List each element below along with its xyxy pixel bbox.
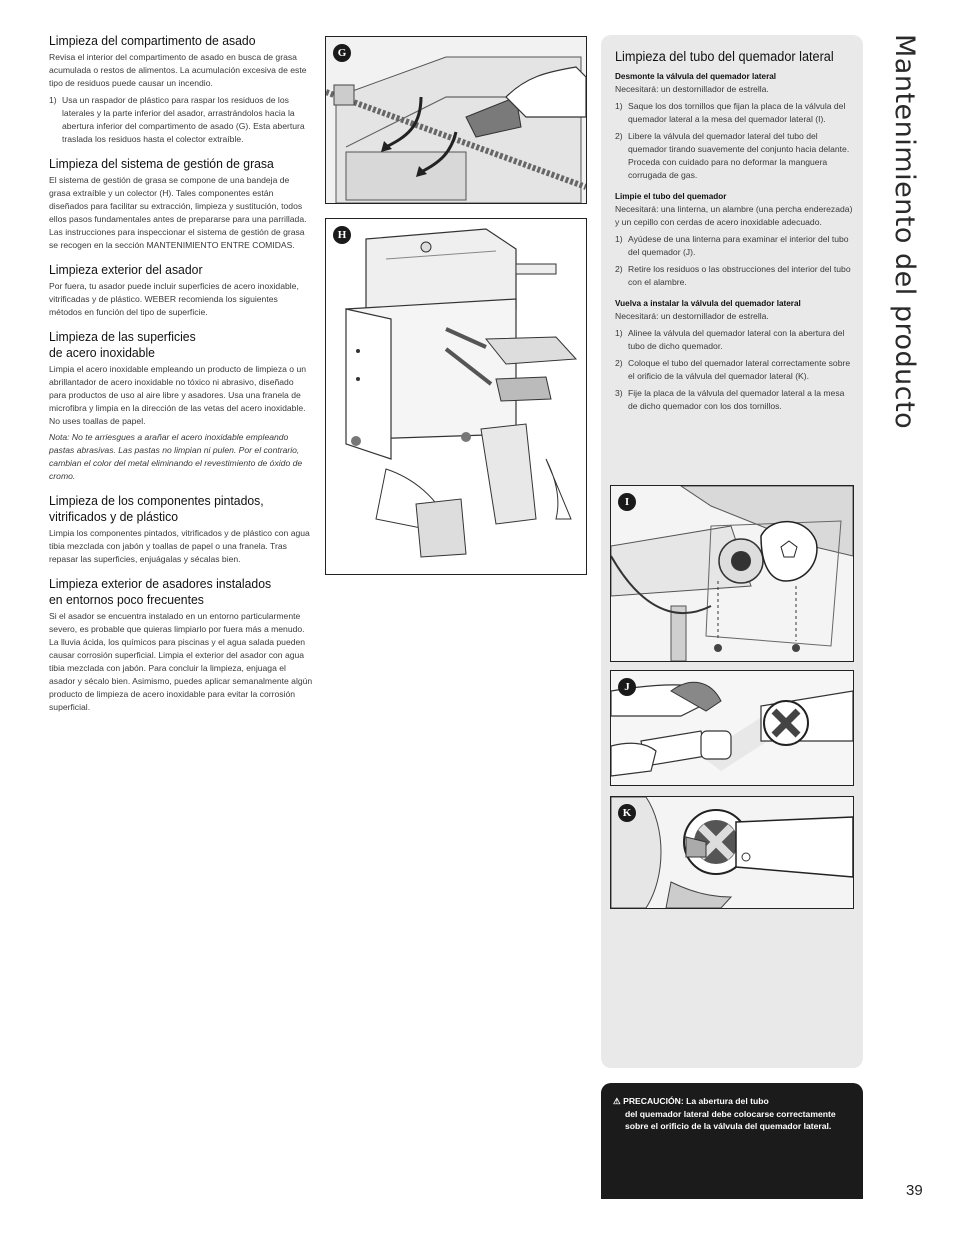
paragraph: Limpia los componentes pintados, vitrificados y de plástico con agua tibia mezclada con jabón y toallas de papel o una franela. Tras repasar las superficies, enjuágalas y sécalas bien. (49, 528, 310, 564)
section-exterior (49, 262, 313, 319)
flashlight-inspection-illustration (611, 671, 853, 785)
figure-label: H (333, 226, 351, 244)
step-number: 1) (615, 234, 623, 244)
step-number: 1) (615, 101, 623, 111)
paragraph: Revisa el interior del compartimento de asado en busca de grasa acumulada o restos de alimentos. La acumulación excesiva de este tipo de residuos puede causar un incendio. (49, 52, 307, 88)
panel-heading: Limpieza del tubo del quemador lateral (615, 49, 834, 64)
heading-line-2: vitrificados y de plástico (49, 509, 179, 524)
figure-label: G (333, 44, 351, 62)
subheading-clean-tube: Limpie el tubo del quemador (615, 192, 727, 201)
section-grill-compartment (49, 33, 313, 146)
paragraph: Limpia el acero inoxidable empleando un producto de limpieza o un abrillantador de acero inoxidable no tóxico ni abrasivo, diseñado para productos de uso al aire libre y asadores. Usa una franela de microfibra y limpia en la dirección de las vetas del acero inoxidable. No uses toallas de papel. (49, 364, 307, 426)
tools-needed: Necesitará: una linterna, un alambre (una percha enderezada) y un cepillo con cerdas de acero inoxidable adecuado. (615, 204, 853, 227)
step-number: 2) (615, 358, 623, 368)
grease-tray-illustration (326, 219, 586, 574)
subheading-remove-valve: Desmonte la válvula del quemador lateral (615, 72, 777, 81)
note: Nota: No te arriesgues a arañar el acero inoxidable empleando pastas abrasivas. Las pastas no limpian ni pulen. Por el contrario, cambian el color del metal eliminando el revestimiento de óxido de cromo. (49, 432, 303, 481)
subheading-reinstall-valve: Vuelva a instalar la válvula del quemador lateral (615, 299, 801, 308)
step-number: 1) (615, 328, 623, 338)
caution-body: del quemador lateral debe colocarse correctamente sobre el orificio de la válvula del quemador lateral. (625, 1108, 836, 1131)
section-painted (49, 493, 313, 566)
caution-text (613, 1095, 849, 1133)
left-column (49, 33, 313, 724)
step (615, 387, 855, 413)
step-text: Alinee la válvula del quemador lateral con la abertura del tubo de dicho quemador. (628, 328, 845, 351)
step-number: 2) (615, 131, 623, 141)
step (615, 100, 855, 126)
paragraph: El sistema de gestión de grasa se compone de una bandeja de grasa extraíble y un colector (H). Tales componentes están diseñados para facilitar su extracción, limpieza y sustitución, todos ellos pasos fundamentales antes de prepararse para una parrillada. Las instrucciones para inspeccionar el sistema de gestión de grasa se recogen en la sección MANTENIMIENTO ENTRE COMIDAS. (49, 175, 307, 250)
step-text: Usa un raspador de plástico para raspar los residuos de los laterales y la parte inferior del asador, arrastrándolos hacia la abertura inferior del compartimento de asado (G). Esta abertura traslada los residuos hasta el colector extraíble. (62, 95, 305, 144)
heading: Limpieza del sistema de gestión de grasa (49, 156, 274, 171)
heading: Limpieza del compartimento de asado (49, 33, 256, 48)
valve-reinstall-illustration (611, 797, 853, 908)
section-unusual-environments (49, 576, 313, 714)
step (615, 233, 855, 259)
section-title-vertical (880, 34, 930, 434)
figure-j (610, 670, 854, 786)
caution-heading: ⚠ PRECAUCIÓN: La abertura del tubo (613, 1096, 769, 1106)
valve-screws-illustration (611, 486, 853, 661)
heading: Limpieza exterior del asador (49, 262, 203, 277)
section-grease-management (49, 156, 313, 252)
step-text: Coloque el tubo del quemador lateral correctamente sobre el orificio de la válvula del quemador lateral (K). (628, 358, 851, 381)
heading-line-1: Limpieza de las superficies (49, 329, 196, 344)
tools-needed: Necesitará: un destornillador de estrella. (615, 84, 769, 94)
heading-line-2: en entornos poco frecuentes (49, 592, 204, 607)
section-stainless (49, 329, 313, 483)
step-text: Libere la válvula del quemador lateral del tubo del quemador tirando suavemente del conjunto hacia delante. Proceda con cuidado para no deformar la manguera corrugada de gas. (628, 131, 850, 180)
step (49, 94, 313, 146)
section-title: Mantenimiento del producto (889, 34, 920, 430)
figure-i (610, 485, 854, 662)
page-number: 39 (906, 1182, 923, 1199)
heading-line-2: de acero inoxidable (49, 345, 155, 360)
figure-label: K (618, 804, 636, 822)
heading-line-1: Limpieza de los componentes pintados, (49, 493, 264, 508)
scraping-illustration (326, 37, 586, 203)
step (615, 130, 855, 182)
tools-needed: Necesitará: un destornillador de estrella. (615, 311, 769, 321)
paragraph: Por fuera, tu asador puede incluir superficies de acero inoxidable, vitrificadas y de plástico. WEBER recomienda los siguientes métodos en función del tipo de superficie. (49, 281, 299, 317)
figure-g (325, 36, 587, 204)
step-number: 1) (49, 95, 57, 105)
step-text: Retire los residuos o las obstrucciones del interior del tubo con el alambre. (628, 264, 851, 287)
paragraph: Si el asador se encuentra instalado en un entorno particularmente severo, es probable que quieras limpiarlo por fuera más a menudo. La lluvia ácida, los químicos para piscinas y el agua salada pueden causar corrosión superficial. Limpia el exterior del asador con agua tibia mezclada con jabón. Para concluir la limpieza, enjuaga el asador y sécalo bien. Asimismo, puedes aplicar semanalmente algún producto de limpieza de acero inoxidable para evitar la corrosión superficial. (49, 611, 313, 712)
figure-label: J (618, 678, 636, 696)
step (615, 357, 855, 383)
step (615, 327, 855, 353)
step-text: Saque los dos tornillos que fijan la placa de la válvula del quemador lateral a la mesa del quemador lateral (I). (628, 101, 846, 124)
step (615, 263, 855, 289)
step-text: Fije la placa de la válvula del quemador lateral a la mesa de dicho quemador con los dos tornillos. (628, 388, 845, 411)
step-number: 3) (615, 388, 623, 398)
heading-line-1: Limpieza exterior de asadores instalados (49, 576, 272, 591)
figure-label: I (618, 493, 636, 511)
caution-box (601, 1083, 863, 1199)
step-text: Ayúdese de una linterna para examinar el interior del tubo del quemador (J). (628, 234, 849, 257)
figure-k (610, 796, 854, 909)
figure-h (325, 218, 587, 575)
step-number: 2) (615, 264, 623, 274)
